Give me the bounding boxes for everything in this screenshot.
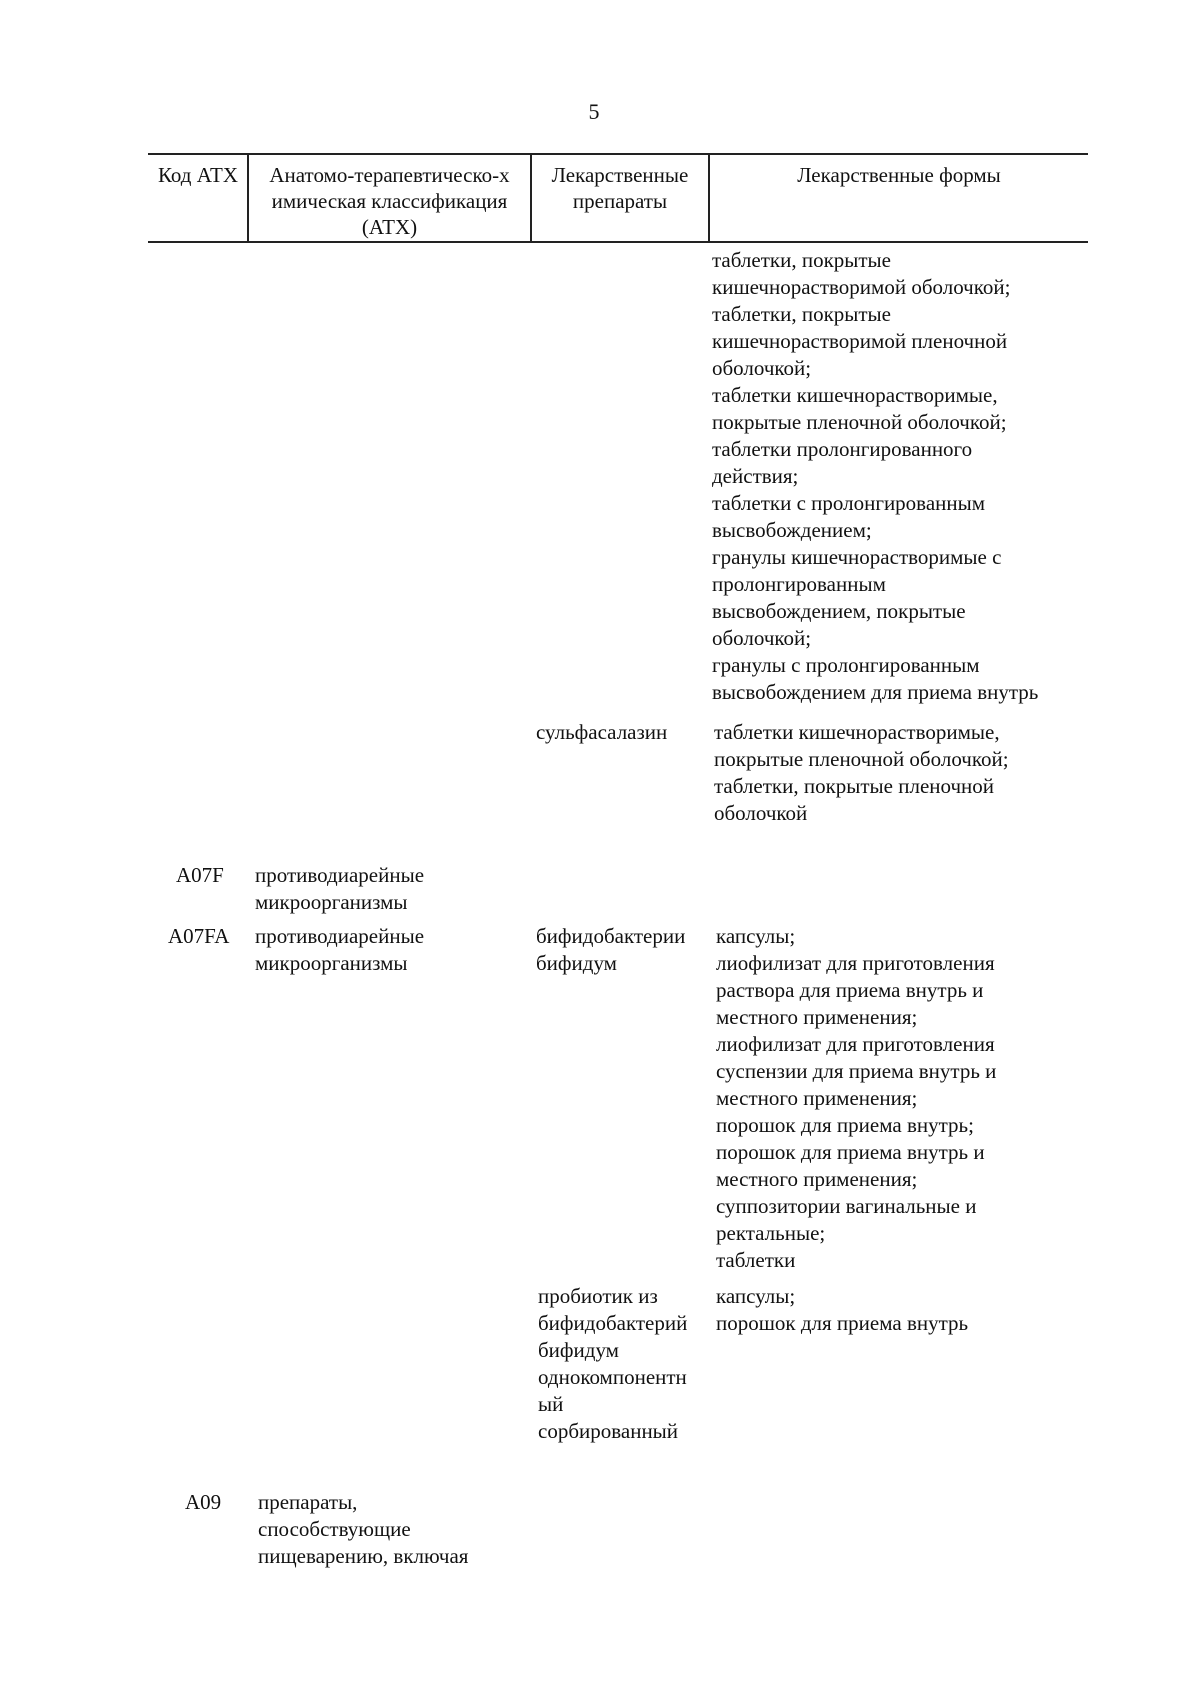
drug-line: сорбированный: [538, 1419, 679, 1443]
drug-line: бифидум: [538, 1338, 619, 1362]
form-item: суппозитории вагинальные и: [716, 1194, 977, 1218]
form-item: таблетки кишечнорастворимые,: [714, 720, 1000, 744]
drug-bifidobacteria: [536, 923, 685, 977]
form-item: таблетки, покрытые: [712, 248, 891, 272]
atx-code-a07f: A07F: [176, 863, 224, 887]
class-line: противодиарейные: [255, 863, 425, 887]
atx-class-a09: [258, 1489, 468, 1570]
drug-line: пробиотик из: [538, 1284, 658, 1308]
form-item: таблетки: [716, 1248, 796, 1272]
header-top-rule: [148, 153, 1088, 155]
form-item: покрытые пленочной оболочкой;: [712, 410, 1007, 434]
drug-sulfasalazine: сульфасалазин: [536, 720, 668, 744]
drug-line: бифидобактерии: [536, 924, 686, 948]
drug-line: ый: [538, 1392, 564, 1416]
header-atx-line: Анатомо-терапевтическо-х: [269, 163, 510, 187]
class-line: способствующие: [258, 1517, 411, 1541]
forms-list-sulfasalazine: [714, 719, 1009, 827]
header-atx-line: имическая классификация: [271, 189, 508, 213]
form-item: пролонгированным: [712, 572, 886, 596]
form-item: порошок для приема внутрь и: [716, 1140, 985, 1164]
atx-code-a09: A09: [185, 1490, 222, 1514]
atx-code-a07fa: A07FA: [168, 924, 230, 948]
class-line: пищеварению, включая: [258, 1544, 469, 1568]
forms-list-bifidobacteria: [716, 923, 996, 1274]
header-drugs: [532, 162, 708, 214]
header-atx-line: (АТХ): [361, 215, 418, 239]
atx-class-a07fa: [255, 923, 424, 977]
form-item: ректальные;: [716, 1221, 826, 1245]
form-item: капсулы;: [716, 924, 796, 948]
drug-line: бифидобактерий: [538, 1311, 688, 1335]
form-item: порошок для приема внутрь: [716, 1311, 969, 1335]
form-item: оболочкой;: [712, 626, 812, 650]
form-item: лиофилизат для приготовления: [716, 1032, 995, 1056]
forms-list-continued: [712, 247, 1038, 706]
form-item: местного применения;: [716, 1005, 918, 1029]
form-item: высвобождением для приема внутрь: [712, 680, 1039, 704]
form-item: действия;: [712, 464, 799, 488]
form-item: оболочкой;: [712, 356, 812, 380]
form-item: высвобождением;: [712, 518, 872, 542]
form-item: таблетки, покрытые пленочной: [714, 774, 995, 798]
header-atx-classification: [249, 162, 530, 240]
form-item: таблетки с пролонгированным: [712, 491, 986, 515]
header-dosage-forms: Лекарственные формы: [797, 163, 1001, 187]
page-number: 5: [588, 99, 600, 124]
form-item: лиофилизат для приготовления: [716, 951, 995, 975]
class-line: противодиарейные: [255, 924, 425, 948]
header-drugs-line: препараты: [572, 189, 668, 213]
form-item: капсулы;: [716, 1284, 796, 1308]
form-item: таблетки пролонгированного: [712, 437, 973, 461]
form-item: гранулы кишечнорастворимые с: [712, 545, 1002, 569]
forms-list-probiotic: [716, 1283, 968, 1337]
form-item: местного применения;: [716, 1086, 918, 1110]
drug-line: бифидум: [536, 951, 617, 975]
form-item: гранулы с пролонгированным: [712, 653, 980, 677]
form-item: местного применения;: [716, 1167, 918, 1191]
form-item: кишечнорастворимой оболочкой;: [712, 275, 1011, 299]
form-item: кишечнорастворимой пленочной: [712, 329, 1008, 353]
form-item: таблетки, покрытые: [712, 302, 891, 326]
class-line: микроорганизмы: [255, 951, 408, 975]
form-item: оболочкой: [714, 801, 808, 825]
header-drugs-line: Лекарственные: [551, 163, 689, 187]
form-item: таблетки кишечнорастворимые,: [712, 383, 998, 407]
atx-class-a07f: [255, 862, 424, 916]
header-bottom-rule: [148, 241, 1088, 243]
drug-line: однокомпонентн: [538, 1365, 687, 1389]
form-item: покрытые пленочной оболочкой;: [714, 747, 1009, 771]
class-line: препараты,: [258, 1490, 358, 1514]
drug-probiotic: [538, 1283, 687, 1445]
form-item: порошок для приема внутрь;: [716, 1113, 974, 1137]
header-code-atx: Код АТХ: [157, 163, 239, 187]
form-item: раствора для приема внутрь и: [716, 978, 984, 1002]
class-line: микроорганизмы: [255, 890, 408, 914]
form-item: высвобождением, покрытые: [712, 599, 966, 623]
form-item: суспензии для приема внутрь и: [716, 1059, 997, 1083]
